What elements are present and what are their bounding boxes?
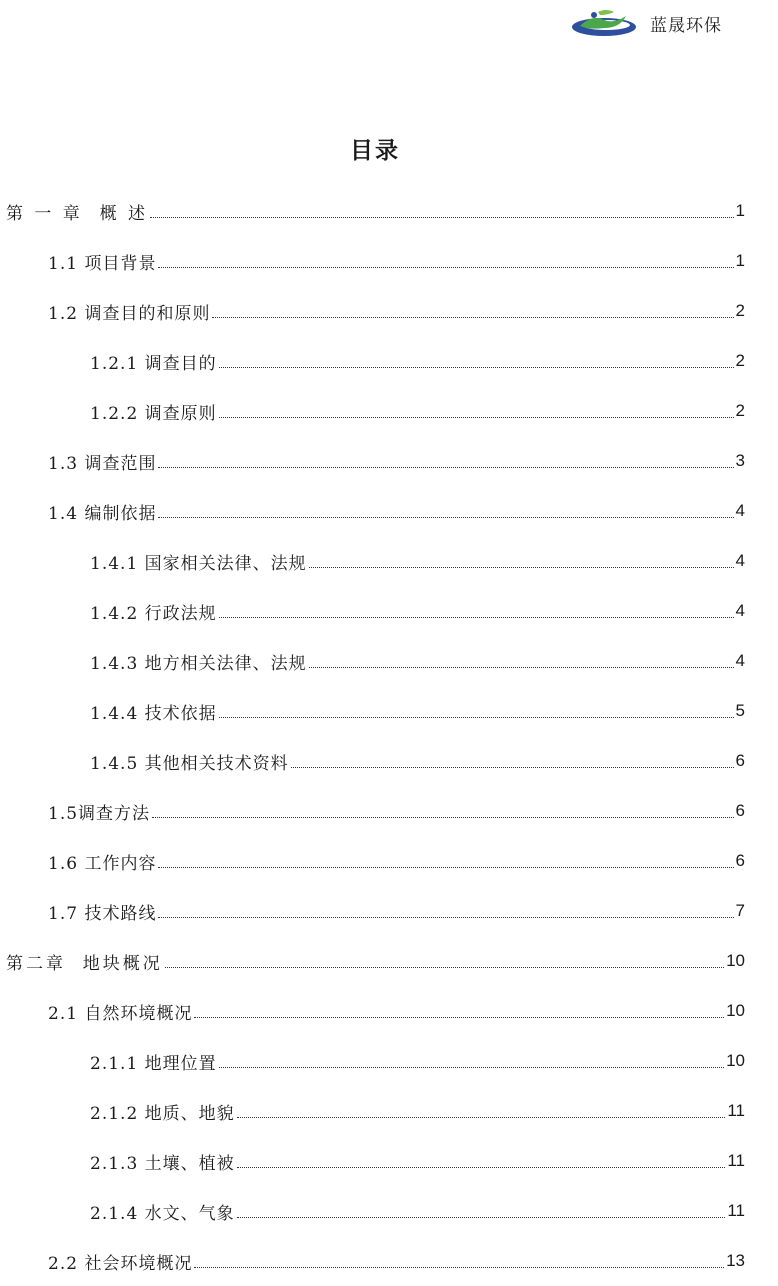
toc-entry-label: 1.2.1 调查目的 (90, 353, 217, 374)
toc-page-number: 1 (735, 251, 745, 270)
dot-leader (219, 367, 734, 368)
dot-leader (212, 317, 733, 318)
dot-leader (150, 217, 734, 218)
page-header (570, 4, 770, 40)
toc-entry[interactable] (0, 1036, 745, 1086)
toc-entry-label: 第 一 章 概 述 (6, 203, 149, 224)
dot-leader (237, 1217, 726, 1218)
toc-entry[interactable] (0, 586, 745, 636)
toc-entry[interactable] (0, 336, 745, 386)
toc-entry[interactable] (0, 1136, 745, 1186)
toc-page-number: 2 (735, 351, 745, 370)
dot-leader (219, 1067, 724, 1068)
toc-page-number: 11 (727, 1151, 745, 1170)
toc-page-number: 3 (735, 451, 745, 470)
toc-page-number: 11 (727, 1201, 745, 1220)
dot-leader (309, 567, 734, 568)
dot-leader (165, 967, 724, 968)
toc-page-number: 4 (735, 601, 745, 620)
toc-entry-label: 1.2 调查目的和原则 (48, 303, 211, 324)
toc-entry[interactable] (0, 186, 745, 236)
toc-entry[interactable] (0, 636, 745, 686)
toc-entry[interactable] (0, 436, 745, 486)
toc-entry-label: 第二章 地块概况 (6, 953, 163, 974)
toc-entry-label: 1.4.1 国家相关法律、法规 (90, 553, 307, 574)
toc-entry-label: 2.1.1 地理位置 (90, 1053, 217, 1074)
dot-leader (219, 717, 734, 718)
toc-entry-label: 1.7 技术路线 (48, 903, 157, 924)
dot-leader (219, 417, 734, 418)
toc-page-number: 2 (735, 401, 745, 420)
toc-entry[interactable] (0, 386, 745, 436)
toc-entry-label: 2.1.4 水文、气象 (90, 1203, 235, 1224)
toc-entry[interactable] (0, 936, 745, 986)
toc-entry-label: 1.3 调查范围 (48, 453, 157, 474)
dot-leader (194, 1267, 724, 1268)
toc-entry[interactable] (0, 236, 745, 286)
dot-leader (158, 467, 733, 468)
toc-entry[interactable] (0, 486, 745, 536)
dot-leader (219, 617, 734, 618)
toc-page-number: 10 (726, 1051, 745, 1070)
toc-entry-label: 2.2 社会环境概况 (48, 1253, 193, 1274)
toc-entry-label: 2.1.2 地质、地貌 (90, 1103, 235, 1124)
toc-entry-label: 1.4.4 技术依据 (90, 703, 217, 724)
toc-entry[interactable] (0, 886, 745, 936)
toc-entry[interactable] (0, 786, 745, 836)
toc-entry[interactable] (0, 1186, 745, 1236)
toc-entry-label: 1.6 工作内容 (48, 853, 157, 874)
toc-entry-label: 1.4.5 其他相关技术资料 (90, 753, 289, 774)
toc-entry[interactable] (0, 686, 745, 736)
dot-leader (158, 867, 733, 868)
toc-page-number: 5 (735, 701, 745, 720)
toc-page-number: 6 (735, 751, 745, 770)
toc-entry-label: 1.4.3 地方相关法律、法规 (90, 653, 307, 674)
toc-entry-label: 1.1 项目背景 (48, 253, 157, 274)
toc-entry[interactable] (0, 986, 745, 1036)
toc-page-number: 1 (735, 201, 745, 220)
page-title: 目录 (350, 138, 400, 164)
toc-entry[interactable] (0, 536, 745, 586)
dot-leader (158, 917, 733, 918)
toc-entry-label: 2.1 自然环境概况 (48, 1003, 193, 1024)
lansheng-logo-icon (570, 6, 638, 40)
dot-leader (237, 1117, 726, 1118)
toc-entry-label: 1.2.2 调查原则 (90, 403, 217, 424)
toc-entry-label: 1.4.2 行政法规 (90, 603, 217, 624)
toc-page-number: 6 (735, 801, 745, 820)
toc-page-number: 4 (735, 651, 745, 670)
toc-page-number: 10 (726, 951, 745, 970)
toc-entry-label: 1.4 编制依据 (48, 503, 157, 524)
toc-page-number: 10 (726, 1001, 745, 1020)
toc-entry-label: 2.1.3 土壤、植被 (90, 1153, 235, 1174)
dot-leader (237, 1167, 726, 1168)
dot-leader (158, 267, 733, 268)
toc-page-number: 7 (735, 901, 745, 920)
dot-leader (309, 667, 734, 668)
toc-page-number: 4 (735, 551, 745, 570)
toc-page-number: 6 (735, 851, 745, 870)
toc-entry[interactable] (0, 736, 745, 786)
brand-name: 蓝晟环保 (650, 16, 722, 36)
toc-entry-label: 1.5调查方法 (48, 803, 151, 824)
dot-leader (152, 817, 733, 818)
toc-page-number: 2 (735, 301, 745, 320)
toc-page-number: 13 (726, 1251, 745, 1270)
toc-page-number: 4 (735, 501, 745, 520)
dot-leader (194, 1017, 724, 1018)
toc-entry[interactable] (0, 1086, 745, 1136)
toc-entry[interactable] (0, 286, 745, 336)
toc-page-number: 11 (727, 1101, 745, 1120)
dot-leader (291, 767, 734, 768)
dot-leader (158, 517, 733, 518)
toc-entry[interactable] (0, 836, 745, 886)
